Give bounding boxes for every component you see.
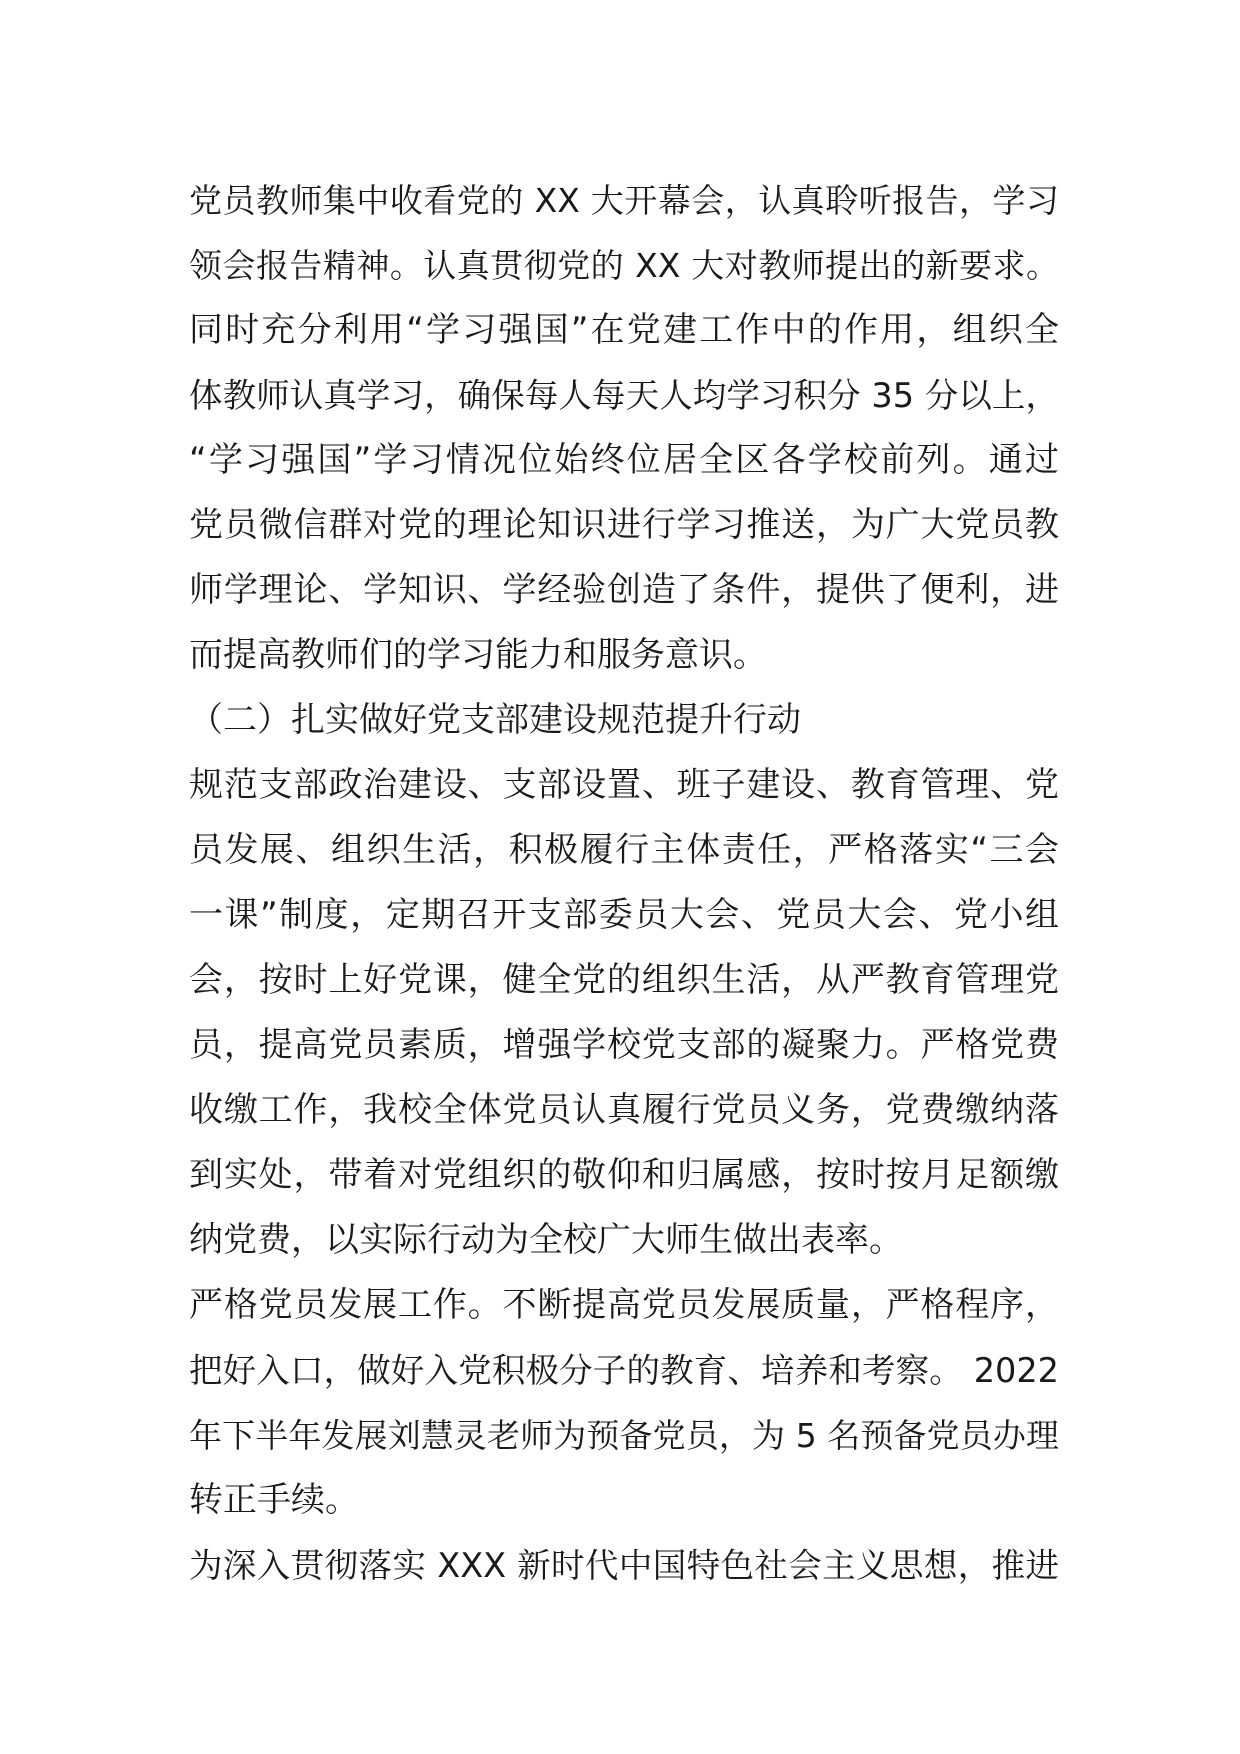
text-line-14: 员，提高党员素质，增强学校党支部的凝聚力。严格党费 bbox=[189, 1025, 1059, 1065]
document-body bbox=[189, 168, 1059, 1598]
text-line-16: 到实处，带着对党组织的敬仰和归属感，按时按月足额缴 bbox=[189, 1155, 1059, 1195]
text-line-10: 规范支部政治建设、支部设置、班子建设、教育管理、党 bbox=[189, 765, 1059, 805]
text-line-12: 一课”制度，定期召开支部委员大会、党员大会、党小组 bbox=[189, 895, 1059, 935]
text-line-13: 会，按时上好党课，健全党的组织生活，从严教育管理党 bbox=[189, 960, 1059, 1000]
text-line-22: 为深入贯彻落实 XXX 新时代中国特色社会主义思想，推进 bbox=[189, 1546, 1059, 1585]
text-line-19: 把好入口，做好入党积极分子的教育、培养和考察。 2022 bbox=[189, 1351, 1059, 1390]
text-line-17: 纳党费，以实际行动为全校广大师生做出表率。 bbox=[189, 1220, 903, 1260]
text-line-8: 而提高教师们的学习能力和服务意识。 bbox=[189, 635, 767, 675]
text-line-21: 转正手续。 bbox=[189, 1480, 359, 1520]
text-line-3: 同时充分利用“学习强国”在党建工作中的作用，组织全 bbox=[189, 310, 1059, 350]
text-line-2: 领会报告精神。认真贯彻党的 XX 大对教师提出的新要求。 bbox=[189, 246, 1059, 285]
text-line-1: 党员教师集中收看党的 XX 大开幕会，认真聆听报告，学习 bbox=[189, 181, 1059, 220]
text-line-18: 严格党员发展工作。不断提高党员发展质量，严格程序， bbox=[189, 1285, 1059, 1325]
text-line-5: “学习强国”学习情况位始终位居全区各学校前列。通过 bbox=[189, 440, 1059, 480]
text-line-15: 收缴工作，我校全体党员认真履行党员义务，党费缴纳落 bbox=[189, 1090, 1059, 1130]
text-line-6: 党员微信群对党的理论知识进行学习推送，为广大党员教 bbox=[189, 505, 1059, 545]
text-line-20: 年下半年发展刘慧灵老师为预备党员，为 5 名预备党员办理 bbox=[189, 1416, 1059, 1455]
text-line-7: 师学理论、学知识、学经验创造了条件，提供了便利，进 bbox=[189, 570, 1059, 610]
text-line-4: 体教师认真学习，确保每人每天人均学习积分 35 分以上， bbox=[189, 376, 1059, 415]
section-heading: （二）扎实做好党支部建设规范提升行动 bbox=[189, 700, 801, 740]
text-line-11: 员发展、组织生活，积极履行主体责任，严格落实“三会 bbox=[189, 830, 1059, 870]
